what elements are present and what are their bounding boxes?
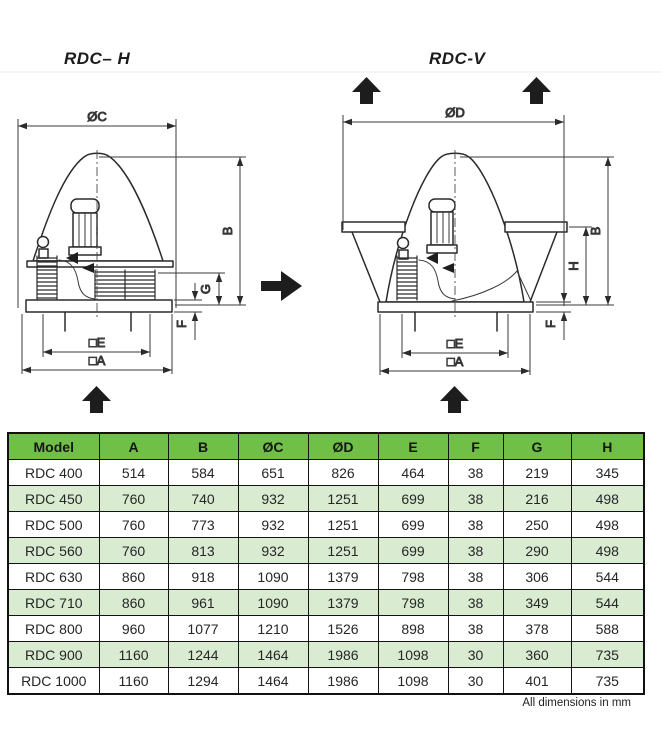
dimension-cell: 1098 xyxy=(378,642,448,668)
model-cell: RDC 800 xyxy=(8,616,99,642)
model-cell: RDC 400 xyxy=(8,460,99,486)
model-cell: RDC 630 xyxy=(8,564,99,590)
dimension-cell: 1526 xyxy=(308,616,378,642)
airflow-discharge-arrow-up-icon xyxy=(352,77,381,104)
dimension-cell: 813 xyxy=(168,538,238,564)
table-row xyxy=(8,642,644,668)
dimension-cell: 498 xyxy=(571,512,644,538)
right-fan-drawing xyxy=(342,150,567,331)
dimension-cell: 932 xyxy=(238,486,308,512)
dim-label-a-right: □A xyxy=(446,354,464,369)
dimension-cell: 584 xyxy=(168,460,238,486)
dimension-cell: 306 xyxy=(503,564,571,590)
dimension-cell: 498 xyxy=(571,538,644,564)
dimension-cell: 1251 xyxy=(308,486,378,512)
dimension-cell: 1077 xyxy=(168,616,238,642)
column-header: ØD xyxy=(308,433,378,460)
model-cell: RDC 450 xyxy=(8,486,99,512)
dimension-cell: 30 xyxy=(448,668,503,695)
dimension-cell: 588 xyxy=(571,616,644,642)
dimension-cell: 699 xyxy=(378,486,448,512)
dim-label-oc: ØC xyxy=(87,109,107,124)
dimension-cell: 932 xyxy=(238,538,308,564)
dimension-cell: 1379 xyxy=(308,564,378,590)
table-body xyxy=(8,460,644,695)
base-plate xyxy=(378,302,533,312)
dimension-cell: 1986 xyxy=(308,642,378,668)
table-row xyxy=(8,538,644,564)
dimension-cell: 498 xyxy=(571,486,644,512)
dimension-cell: 773 xyxy=(168,512,238,538)
dim-label-e-right: □E xyxy=(446,336,464,351)
table-row xyxy=(8,616,644,642)
dim-label-f-right: F xyxy=(543,320,558,328)
dimension-cell: 464 xyxy=(378,460,448,486)
dimension-cell: 544 xyxy=(571,564,644,590)
model-cell: RDC 900 xyxy=(8,642,99,668)
diagram-title-left: RDC– H xyxy=(64,49,131,68)
column-header: H xyxy=(571,433,644,460)
airflow-intake-arrow-left-icon xyxy=(82,386,111,413)
dimension-cell: 798 xyxy=(378,590,448,616)
skirt-wall xyxy=(352,232,380,302)
dimension-cell: 1090 xyxy=(238,564,308,590)
dimension-cell: 860 xyxy=(99,564,168,590)
dimension-cell: 544 xyxy=(571,590,644,616)
table-row xyxy=(8,590,644,616)
dimension-cell: 345 xyxy=(571,460,644,486)
dimension-cell: 1244 xyxy=(168,642,238,668)
dimension-cell: 860 xyxy=(99,590,168,616)
dimension-cell: 760 xyxy=(99,512,168,538)
table-row xyxy=(8,668,644,695)
dimension-cell: 961 xyxy=(168,590,238,616)
motor xyxy=(427,199,457,253)
motor xyxy=(69,199,101,255)
table-row xyxy=(8,460,644,486)
column-header: B xyxy=(168,433,238,460)
dimension-cell: 514 xyxy=(99,460,168,486)
airflow-discharge-arrow-up-icon xyxy=(522,77,551,104)
dimension-cell: 1294 xyxy=(168,668,238,695)
dim-label-e-left: □E xyxy=(88,335,106,350)
dimension-cell: 826 xyxy=(308,460,378,486)
dimension-cell: 1464 xyxy=(238,668,308,695)
dimension-cell: 898 xyxy=(378,616,448,642)
dimension-cell: 38 xyxy=(448,564,503,590)
dimension-cell: 38 xyxy=(448,538,503,564)
base-plate xyxy=(26,300,172,312)
airflow-discharge-arrow-right-icon xyxy=(261,271,302,301)
dimension-cell: 699 xyxy=(378,538,448,564)
table-row xyxy=(8,564,644,590)
diagram-title-right: RDC-V xyxy=(429,49,486,68)
dimension-cell: 932 xyxy=(238,512,308,538)
dimension-cell: 760 xyxy=(99,538,168,564)
dimension-cell: 349 xyxy=(503,590,571,616)
dimension-cell: 38 xyxy=(448,590,503,616)
column-header: ØC xyxy=(238,433,308,460)
dim-label-g: G xyxy=(198,283,213,295)
dim-label-f-left: F xyxy=(174,320,189,328)
dim-label-a-left: □A xyxy=(88,353,106,368)
dimension-cell: 38 xyxy=(448,616,503,642)
model-cell: RDC 710 xyxy=(8,590,99,616)
column-header: A xyxy=(99,433,168,460)
dimensions-note: All dimensions in mm xyxy=(522,697,631,709)
dimension-cell: 38 xyxy=(448,512,503,538)
discharge-rim xyxy=(342,222,405,232)
dimension-cell: 699 xyxy=(378,512,448,538)
column-header: G xyxy=(503,433,571,460)
column-header: Model xyxy=(8,433,99,460)
dimension-cell: 735 xyxy=(571,642,644,668)
table-row xyxy=(8,512,644,538)
column-header: F xyxy=(448,433,503,460)
dimension-cell: 1090 xyxy=(238,590,308,616)
model-cell: RDC 500 xyxy=(8,512,99,538)
dim-label-b-left: B xyxy=(220,226,235,236)
skirt-wall xyxy=(530,232,557,302)
dimension-cell: 1379 xyxy=(308,590,378,616)
dimension-cell: 735 xyxy=(571,668,644,695)
column-header: E xyxy=(378,433,448,460)
dimension-cell: 798 xyxy=(378,564,448,590)
dimension-cell: 1464 xyxy=(238,642,308,668)
left-fan-drawing xyxy=(26,150,173,331)
dimension-cell: 1098 xyxy=(378,668,448,695)
dimension-cell: 740 xyxy=(168,486,238,512)
dimension-cell: 960 xyxy=(99,616,168,642)
dimension-cell: 1160 xyxy=(99,668,168,695)
dimension-cell: 1986 xyxy=(308,668,378,695)
dimension-cell: 1210 xyxy=(238,616,308,642)
table-header-row xyxy=(8,433,644,460)
dimension-cell: 38 xyxy=(448,486,503,512)
dimension-cell: 1160 xyxy=(99,642,168,668)
dimension-cell: 360 xyxy=(503,642,571,668)
model-cell: RDC 560 xyxy=(8,538,99,564)
louver-stack xyxy=(397,256,417,300)
dimension-cell: 1251 xyxy=(308,512,378,538)
dim-label-h: H xyxy=(566,261,581,271)
dimensions-table xyxy=(7,432,645,695)
dimension-cell: 30 xyxy=(448,642,503,668)
dimension-cell: 760 xyxy=(99,486,168,512)
model-cell: RDC 1000 xyxy=(8,668,99,695)
dim-label-b-right: B xyxy=(588,226,603,236)
dimension-cell: 38 xyxy=(448,460,503,486)
table-row xyxy=(8,486,644,512)
dimension-cell: 651 xyxy=(238,460,308,486)
dimension-cell: 219 xyxy=(503,460,571,486)
dimension-cell: 378 xyxy=(503,616,571,642)
discharge-rim xyxy=(505,222,567,232)
dimension-cell: 250 xyxy=(503,512,571,538)
dimension-cell: 401 xyxy=(503,668,571,695)
airflow-intake-arrow-right-icon xyxy=(440,386,469,413)
dimension-cell: 1251 xyxy=(308,538,378,564)
dimension-cell: 216 xyxy=(503,486,571,512)
dim-label-od: ØD xyxy=(445,105,465,120)
dimension-cell: 918 xyxy=(168,564,238,590)
dimension-cell: 290 xyxy=(503,538,571,564)
